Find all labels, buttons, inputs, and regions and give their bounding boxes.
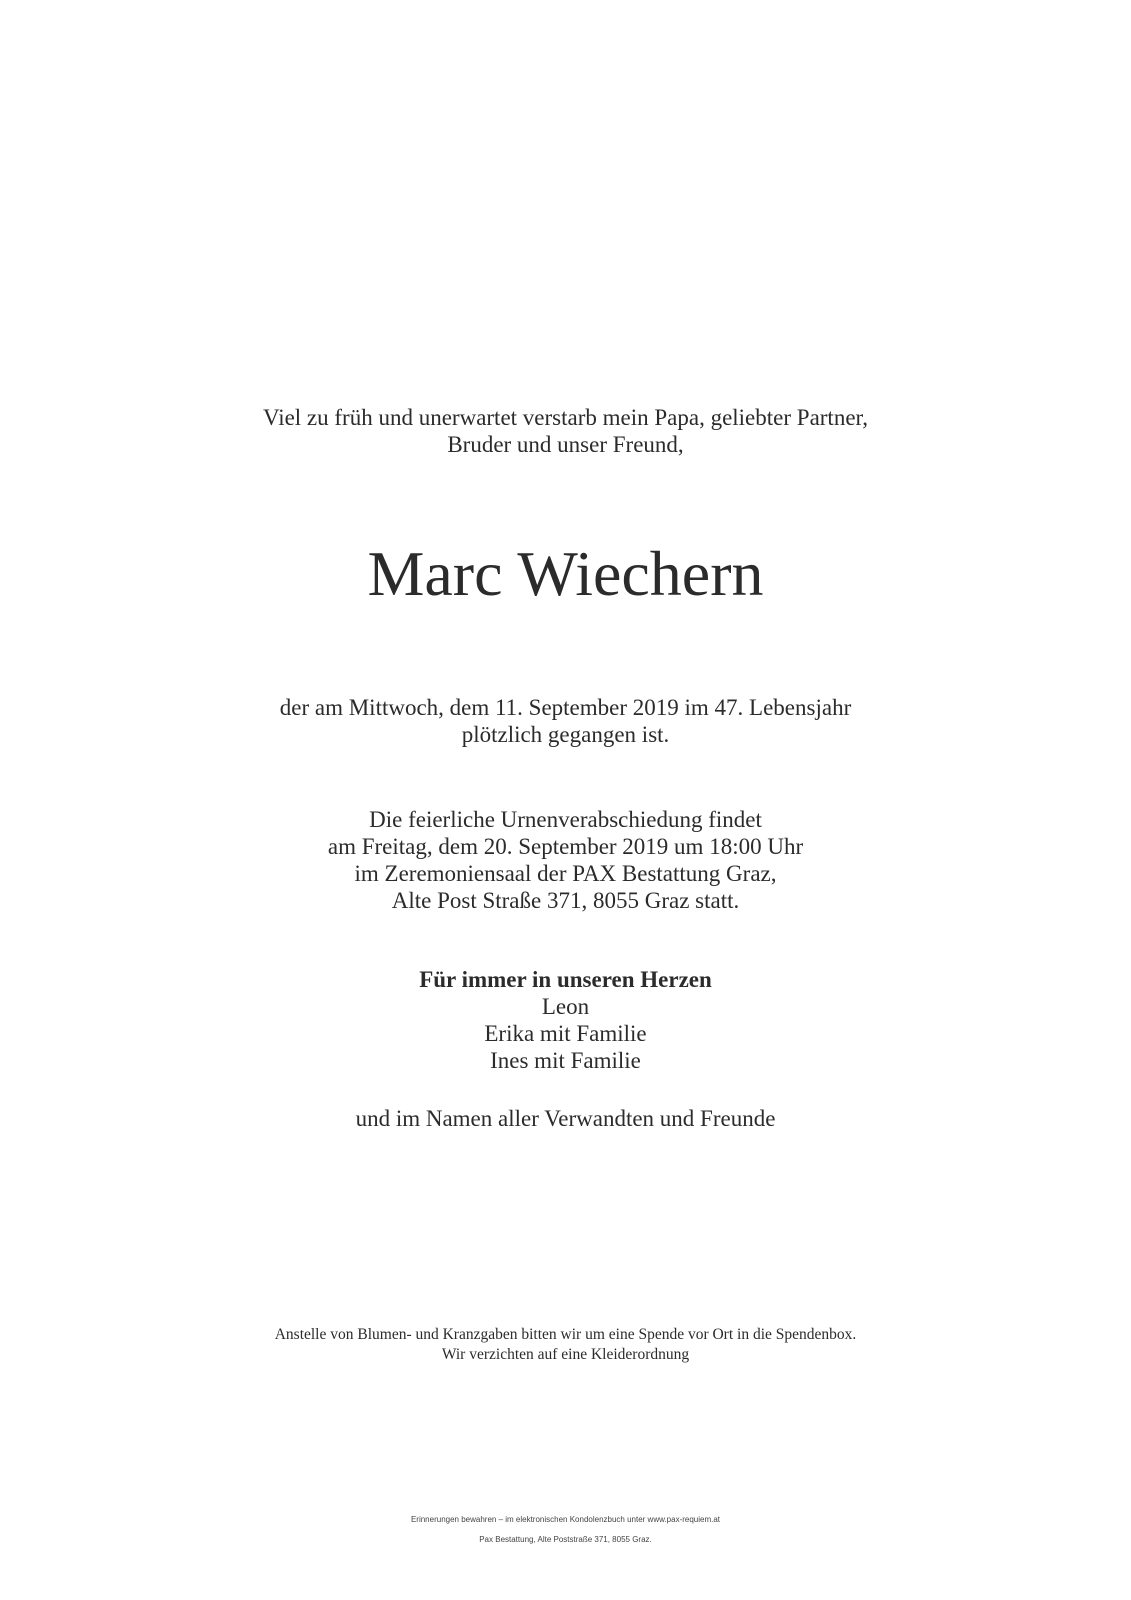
footer-line-2: Pax Bestattung, Alte Poststraße 371, 8055 Graz. [479,1535,652,1544]
footer-line-1: Erinnerungen bewahren – im elektronischen Kondolenzbuch unter www.pax-requiem.at [410,1515,721,1524]
mourner-name: Leon [541,994,590,1019]
intro-line-1: Viel zu früh und unerwartet verstarb mein Papa, geliebter Partner, [262,405,869,430]
donation-note-line-1: Anstelle von Blumen- und Kranzgaben bitten wir um eine Spende vor Ort in die Spendenbox. [274,1326,857,1343]
ceremony-line-2: am Freitag, dem 20. September 2019 um 18:00 Uhr [327,834,804,859]
relatives-text: und im Namen aller Verwandten und Freunde [355,1106,776,1131]
donation-note-line-2: Wir verzichten auf eine Kleiderordnung [441,1346,690,1363]
ceremony-line-4: Alte Post Straße 371, 8055 Graz statt. [391,888,740,913]
relatives-line [0,1105,1131,1132]
mourner-name: Ines mit Familie [490,1048,641,1073]
mourner-name: Erika mit Familie [484,1021,647,1046]
ceremony-line-1: Die feierliche Urnenverabschiedung findet [369,807,762,832]
ceremony-details [0,806,1131,914]
footer [0,1515,1131,1545]
deceased-name [0,536,1131,612]
deceased-name-text: Marc Wiechern [367,538,764,609]
mourners-list [0,966,1131,1074]
death-line-2: plötzlich gegangen ist. [461,722,670,747]
intro-line-2: Bruder und unser Freund, [447,432,684,457]
death-line-1: der am Mittwoch, dem 11. September 2019 im 47. Lebensjahr [279,695,852,720]
intro-text [0,404,1131,458]
death-notice [0,694,1131,748]
donation-note [0,1325,1131,1365]
ceremony-line-3: im Zeremoniensaal der PAX Bestattung Graz, [354,861,777,886]
mourners-heading: Für immer in unseren Herzen [419,967,712,992]
